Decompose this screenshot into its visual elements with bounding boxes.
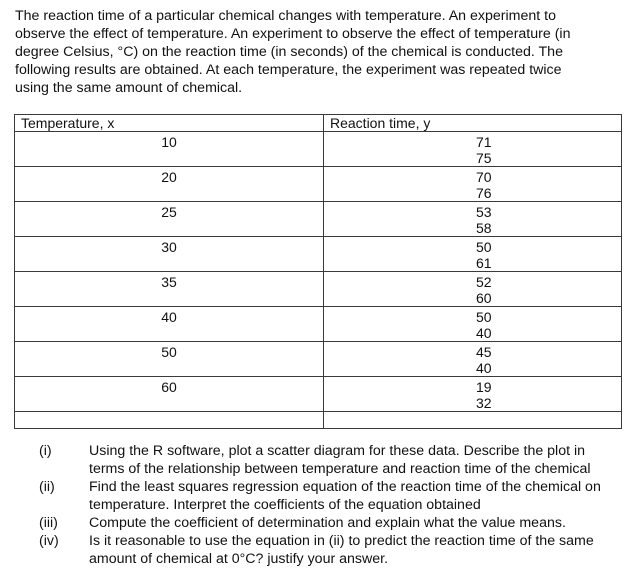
reaction-time-value: 58 (476, 220, 492, 236)
intro-line: following results are obtained. At each temperature, the experiment was repeated twice (15, 62, 562, 78)
reaction-time-value: 19 (476, 379, 492, 395)
intro-line: The reaction time of a particular chemical changes with temperature. An experiment to (15, 8, 556, 24)
question-line: terms of the relationship between temperature and reaction time of the chemical (89, 461, 591, 477)
question-number: (ii) (39, 479, 55, 495)
question-item (0, 532, 640, 568)
question-number: (i) (39, 443, 52, 459)
table-header-row (15, 115, 622, 132)
reaction-time-cell (324, 167, 622, 202)
table-row-empty (15, 412, 622, 429)
question-text (89, 478, 640, 514)
temperature-cell: 30 (15, 237, 324, 272)
question-line: amount of chemical at 0°C? justify your answer. (89, 551, 389, 567)
question-list (0, 442, 640, 568)
table-row (15, 132, 622, 167)
question-text (89, 514, 640, 532)
question-item (0, 478, 640, 514)
question-item (0, 442, 640, 478)
intro-line: using the same amount of chemical. (15, 80, 243, 96)
question-number: (iii) (39, 515, 58, 531)
question-number: (iv) (39, 533, 59, 549)
reaction-time-value: 40 (476, 325, 492, 341)
reaction-time-cell (324, 272, 622, 307)
reaction-time-value: 53 (476, 204, 492, 220)
table-row (15, 167, 622, 202)
question-line: Find the least squares regression equation of the reaction time of the chemical on (89, 479, 601, 495)
temperature-cell: 50 (15, 342, 324, 377)
question-item (0, 514, 640, 532)
empty-cell (15, 412, 324, 429)
temperature-cell: 60 (15, 377, 324, 412)
table-row (15, 342, 622, 377)
reaction-time-value: 52 (476, 274, 492, 290)
table-row (15, 377, 622, 412)
table-row (15, 237, 622, 272)
reaction-time-value: 60 (476, 290, 492, 306)
question-text (89, 532, 640, 568)
reaction-time-value: 45 (476, 344, 492, 360)
reaction-time-value: 61 (476, 255, 492, 271)
temperature-cell: 20 (15, 167, 324, 202)
table-row (15, 202, 622, 237)
intro-paragraph (15, 7, 627, 97)
reaction-time-value: 32 (476, 395, 492, 411)
question-line: Using the R software, plot a scatter diagram for these data. Describe the plot in (89, 443, 586, 459)
reaction-time-value: 71 (476, 134, 492, 150)
temperature-cell: 40 (15, 307, 324, 342)
intro-line: degree Celsius, °C) on the reaction time (in seconds) of the chemical is conducted. The (15, 44, 563, 60)
reaction-time-value: 40 (476, 360, 492, 376)
table-row (15, 307, 622, 342)
reaction-time-value: 50 (476, 239, 492, 255)
table-row (15, 272, 622, 307)
reaction-time-cell (324, 377, 622, 412)
intro-line: observe the effect of temperature. An experiment to observe the effect of temperature (in (15, 26, 571, 42)
empty-cell (324, 412, 622, 429)
header-temperature: Temperature, x (15, 115, 324, 132)
temperature-cell: 10 (15, 132, 324, 167)
temperature-cell: 25 (15, 202, 324, 237)
reaction-time-value: 70 (476, 169, 492, 185)
temperature-cell: 35 (15, 272, 324, 307)
question-line: Is it reasonable to use the equation in (ii) to predict the reaction time of the same (89, 533, 594, 549)
reaction-time-cell (324, 202, 622, 237)
data-table (14, 114, 622, 429)
reaction-time-value: 50 (476, 309, 492, 325)
question-line: Compute the coefficient of determination and explain what the value means. (89, 515, 566, 531)
reaction-time-cell (324, 132, 622, 167)
question-text (89, 442, 640, 478)
reaction-time-cell (324, 342, 622, 377)
reaction-time-value: 75 (476, 150, 492, 166)
header-reaction-time: Reaction time, y (324, 115, 622, 132)
question-line: temperature. Interpret the coefficients of the equation obtained (89, 497, 481, 513)
reaction-time-value: 76 (476, 185, 492, 201)
reaction-time-cell (324, 237, 622, 272)
reaction-time-cell (324, 307, 622, 342)
